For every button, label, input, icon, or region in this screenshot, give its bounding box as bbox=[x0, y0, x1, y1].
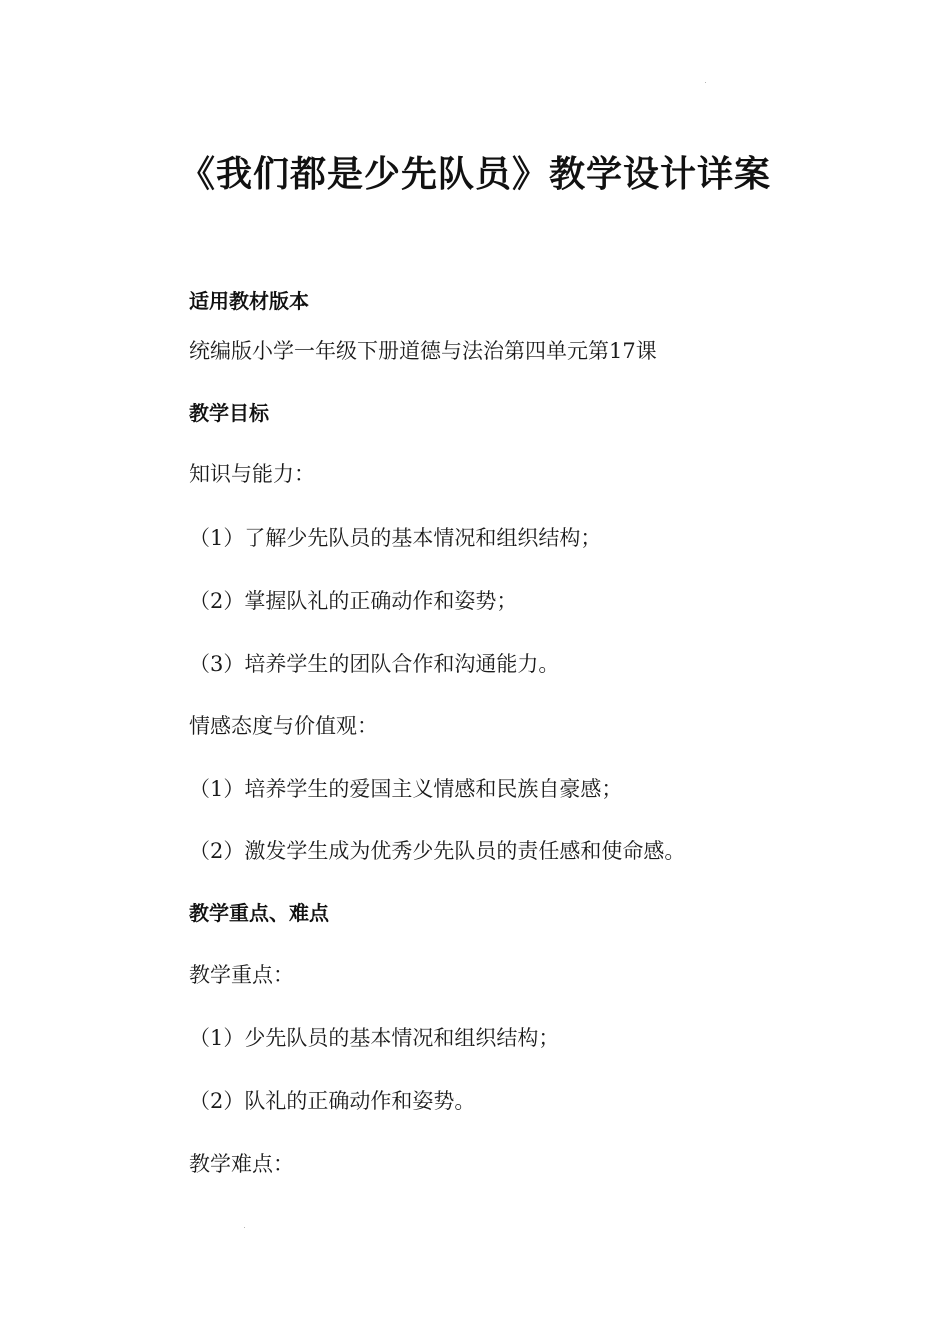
knowledge-item: （3）培养学生的团队合作和沟通能力。 bbox=[189, 652, 560, 676]
focus-item: （2）队礼的正确动作和姿势。 bbox=[189, 1089, 476, 1113]
textbook-version-text: 统编版小学一年级下册道德与法治第四单元第17课 bbox=[189, 339, 657, 363]
emotion-item: （1）培养学生的爱国主义情感和民族自豪感； bbox=[189, 777, 623, 801]
focus-item: （1）少先队员的基本情况和组织结构； bbox=[189, 1026, 560, 1050]
focus-label: 教学重点： bbox=[189, 963, 294, 987]
difficulty-label: 教学难点： bbox=[189, 1152, 294, 1176]
knowledge-label: 知识与能力： bbox=[189, 462, 315, 486]
emotion-item: （2）激发学生成为优秀少先队员的责任感和使命感。 bbox=[189, 839, 686, 863]
document-title: 《我们都是少先队员》教学设计详案 bbox=[178, 154, 771, 195]
section-heading-textbook: 适用教材版本 bbox=[189, 289, 309, 313]
corner-mark-top bbox=[705, 82, 706, 83]
knowledge-item: （1）了解少先队员的基本情况和组织结构； bbox=[189, 526, 602, 550]
corner-mark-bottom bbox=[244, 1227, 245, 1228]
knowledge-item: （2）掌握队礼的正确动作和姿势； bbox=[189, 589, 518, 613]
emotion-label: 情感态度与价值观： bbox=[189, 714, 378, 738]
section-heading-objectives: 教学目标 bbox=[189, 401, 269, 425]
section-heading-key-points: 教学重点、难点 bbox=[189, 901, 329, 925]
